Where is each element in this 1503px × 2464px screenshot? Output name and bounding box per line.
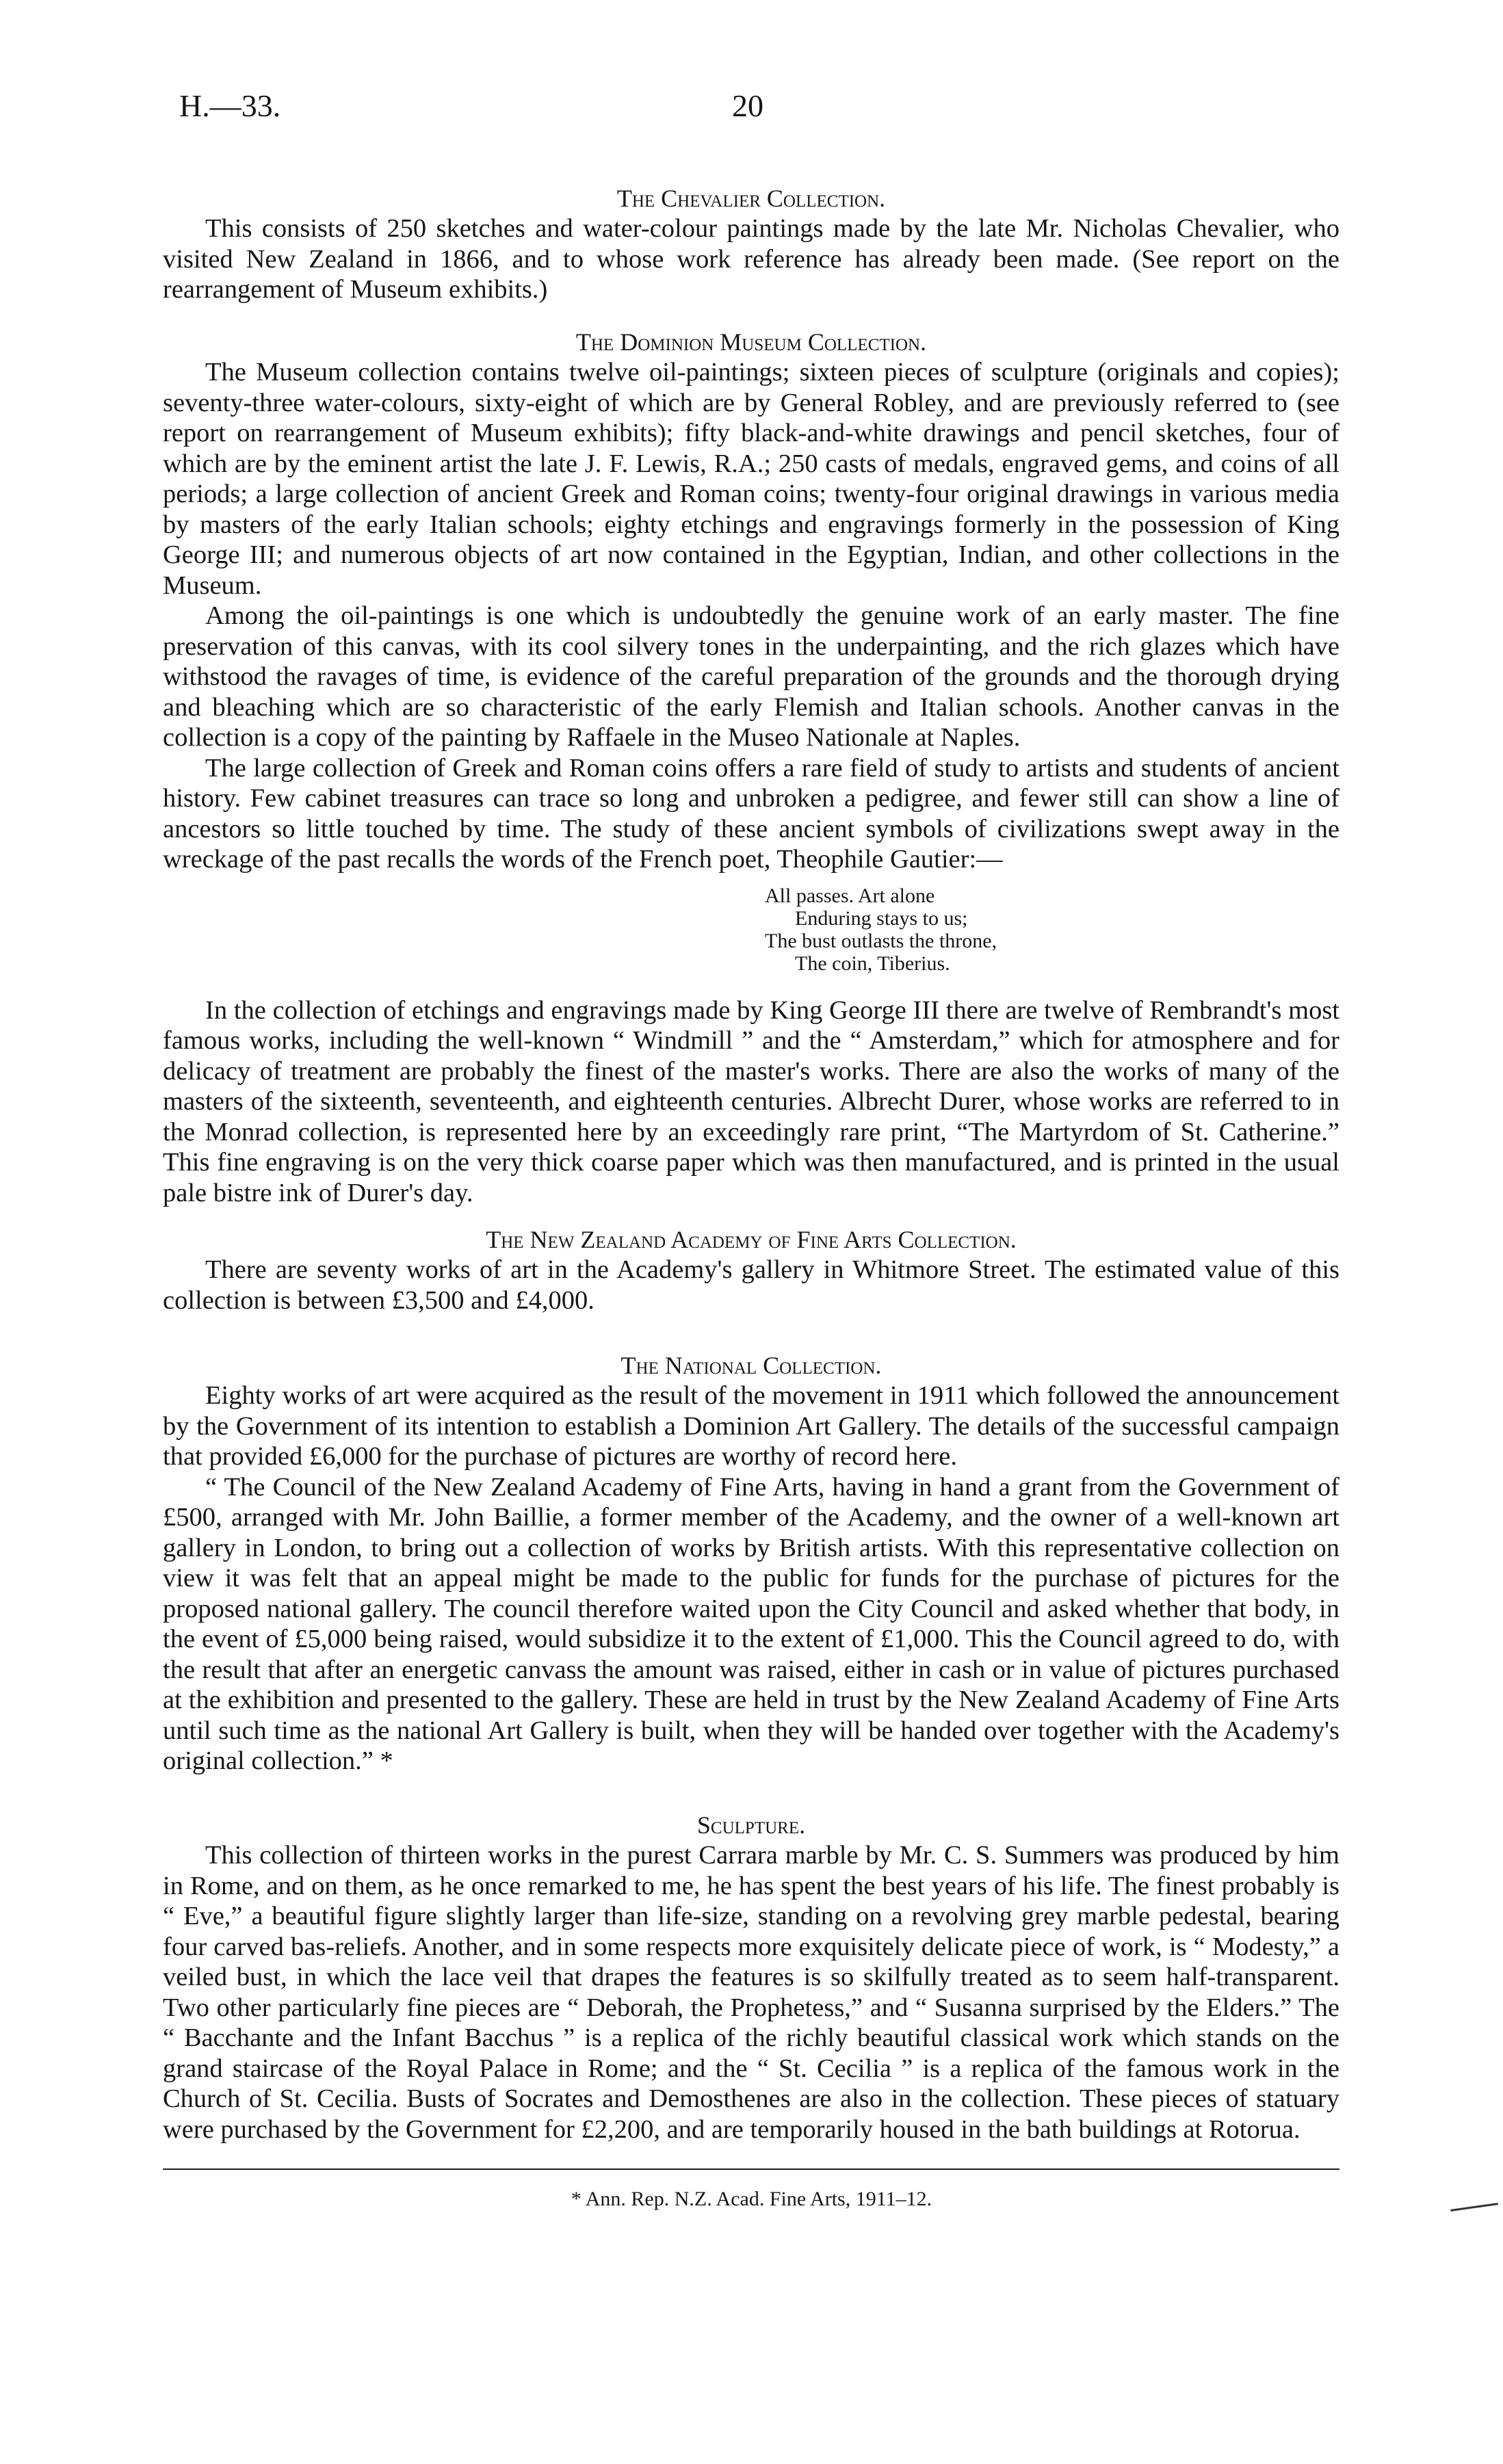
section-heading: The National Collection. <box>620 1352 882 1379</box>
paragraph: There are seventy works of art in the Academy's gallery in Whitmore Street. The estimated value of this collection is between £3,500 and £4,000. <box>163 1255 1339 1315</box>
poem-line: Enduring stays to us; <box>795 906 968 930</box>
paragraph: Among the oil-paintings is one which is undoubtedly the genuine work of an early master. The fine preservation of this canvas, with its cool silvery tones in the underpainting, and the rich glazes which have withstood the ravages of time, is evidence of the careful preparation of the grounds and the thorough drying and bleaching which are so characteristic of the early Flemish and Italian schools. Another canvas in the collection is a copy of the painting by Raffaele in the Museo Nationale at Naples. <box>163 601 1339 752</box>
paragraph: The large collection of Greek and Roman coins offers a rare field of study to artists and students of ancient history. Few cabinet treasures can trace so long and unbroken a pedigree, and fewer still can show a line of ancestors so little touched by time. The study of these ancient symbols of civilizations swept away in the wreckage of the past recalls the words of the French poet, Theophile Gautier:— <box>163 753 1339 874</box>
page-number: 20 <box>732 88 763 123</box>
paragraph: This collection of thirteen works in the purest Carrara marble by Mr. C. S. Summers was produced by him in Rome, and on them, as he once remarked to me, he has spent the best years of his life. The finest probably is “ Eve,” a beautiful figure slightly larger than life-size, standing on a revolving grey marble pedestal, bearing four carved bas-reliefs. Another, and in some respects more exquisitely delicate piece of work, is “ Modesty,” a veiled bust, in which the lace veil that drapes the features is so skilfully treated as to seem half-transparent. Two other particularly fine pieces are “ Deborah, the Prophetess,” and “ Susanna surprised by the Elders.” The “ Bacchante and the Infant Bacchus ” is a replica of the richly beautiful classical work which stands on the grand staircase of the Royal Palace in Rome; and the “ St. Cecilia ” is a replica of the famous work in the Church of St. Cecilia. Busts of Socrates and Demosthenes are also in the collection. These pieces of statuary were purchased by the Government for £2,200, and are temporarily housed in the bath buildings at Rotorua. <box>163 1841 1339 2144</box>
section-sculpture <box>163 1810 1339 2145</box>
paragraph: Eighty works of art were acquired as the result of the movement in 1911 which followed the announcement by the Government of its intention to establish a Dominion Art Gallery. The details of the successful campaign that provided £6,000 for the purchase of pictures are worthy of record here. <box>163 1381 1339 1471</box>
document-reference: H.—33. <box>179 88 281 123</box>
section-heading: The New Zealand Academy of Fine Arts Collection. <box>486 1226 1017 1253</box>
section-heading: The Chevalier Collection. <box>616 185 886 212</box>
poem-line: All passes. Art alone <box>765 884 935 907</box>
paragraph: The Museum collection contains twelve oil-paintings; sixteen pieces of sculpture (originals and copies); seventy-three water-colours, sixty-eight of which are by General Robley, and are previously referred to (see report on rearrangement of Museum exhibits); fifty black-and-white drawings and pencil sketches, four of which are by the eminent artist the late J. F. Lewis, R.A.; 250 casts of medals, engraved gems, and coins of all periods; a large collection of ancient Greek and Roman coins; twenty-four original drawings in various media by masters of the early Italian schools; eighty etchings and engravings formerly in the possession of King George III; and numerous objects of art now contained in the Egyptian, Indian, and other collections in the Museum. <box>163 358 1339 600</box>
footnote: * Ann. Rep. N.Z. Acad. Fine Arts, 1911–12. <box>571 2188 932 2210</box>
section-heading: Sculpture. <box>696 1811 806 1839</box>
footnote-rule <box>163 2168 1339 2170</box>
section-national-collection <box>163 1350 1339 1777</box>
paragraph: “ The Council of the New Zealand Academy of Fine Arts, having in hand a grant from the Government of £500, arranged with Mr. John Baillie, a former member of the Academy, and the owner of a well-known art gallery in London, to bring out a collection of works by British artists. With this representative collection on view it was felt that an appeal might be made to the public for funds for the purchase of pictures for the proposed national gallery. The council therefore waited upon the City Council and asked whether that body, in the event of £5,000 being raised, would subsidize it to the extent of £1,000. This the Council agreed to do, with the result that after an energetic canvass the amount was raised, either in cash or in value of pictures purchased at the exhibition and presented to the gallery. These are held in trust by the New Zealand Academy of Fine Arts until such time as the national Art Gallery is built, when they will be handed over together with the Academy's original collection.” * <box>163 1472 1339 1775</box>
poem-quote <box>765 884 1339 975</box>
section-dominion-museum <box>163 327 1339 1208</box>
poem-line: The coin, Tiberius. <box>795 952 950 975</box>
paragraph: In the collection of etchings and engravings made by King George III there are twelve of Rembrandt's most famous works, including the well-known “ Windmill ” and the “ Amsterdam,” which for atmosphere and for delicacy of treatment are probably the finest of the master's works. There are also the works of many of the masters of the sixteenth, seventeenth, and eighteenth centuries. Albrecht Durer, whose works are referred to in the Monrad collection, is represented here by an exceedingly rare print, “The Martyrdom of St. Catherine.” This fine engraving is on the very thick coarse paper which was then manufactured, and is printed in the usual pale bistre ink of Durer's day. <box>163 995 1339 1207</box>
section-chevalier <box>163 183 1339 305</box>
paragraph: This consists of 250 sketches and water-colour paintings made by the late Mr. Nicholas Chevalier, who visited New Zealand in 1866, and to whose work reference has already been made. (See report on the rearrangement of Museum exhibits.) <box>163 214 1339 304</box>
section-nz-academy <box>163 1224 1339 1315</box>
poem-line: The bust outlasts the throne, <box>765 929 997 952</box>
section-heading: The Dominion Museum Collection. <box>575 328 927 356</box>
